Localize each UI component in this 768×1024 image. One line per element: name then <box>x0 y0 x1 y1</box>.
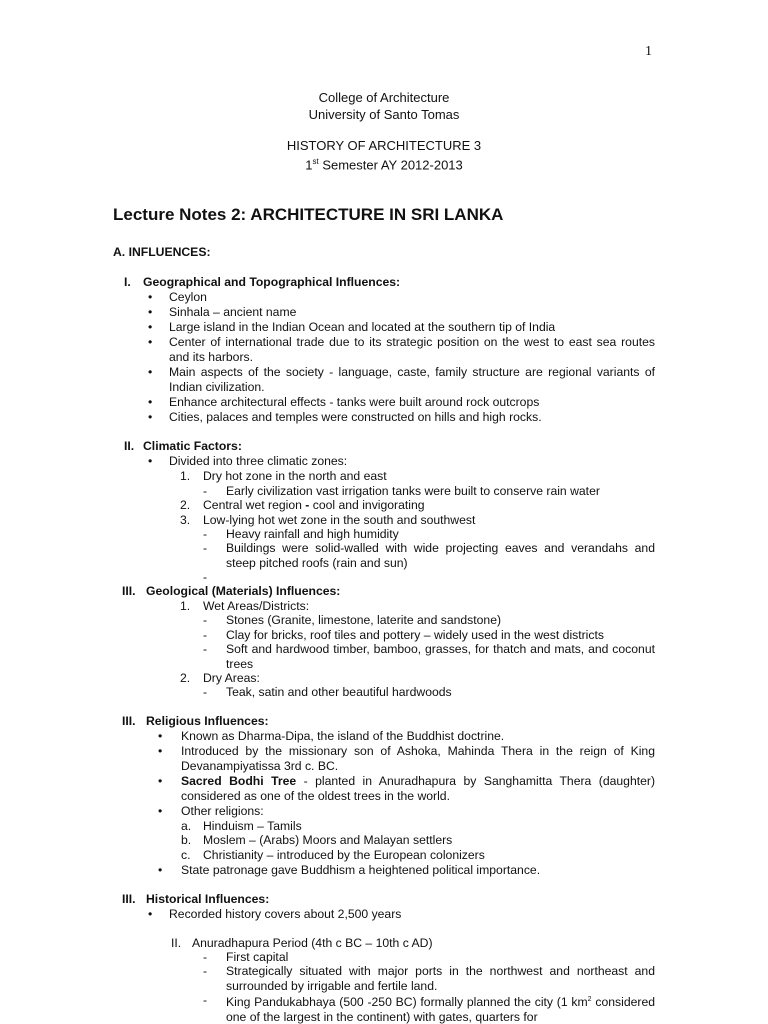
bullet-icon: • <box>148 320 153 334</box>
list-item-text: Enhance architectural effects - tanks were built around rock outcrops <box>169 395 540 409</box>
bullet-icon: • <box>148 365 153 379</box>
climate-heading-number: II. <box>124 439 135 453</box>
dash-marker: - <box>203 964 208 978</box>
dash-marker: - <box>203 685 208 699</box>
list-item-text: Sinhala – ancient name <box>169 305 297 319</box>
bullet-icon: • <box>148 305 153 319</box>
bullet-icon: • <box>148 907 153 921</box>
item-letter: b. <box>181 833 192 847</box>
list-item-text: Clay for bricks, roof tiles and pottery – widely used in the west districts <box>226 628 604 642</box>
page-number: 1 <box>645 44 652 59</box>
dash-marker: - <box>203 541 208 555</box>
geol-heading-title: Geological (Materials) Influences: <box>146 584 341 598</box>
geo-heading-number: I. <box>124 275 131 289</box>
religious-heading-title: Religious Influences: <box>146 714 269 728</box>
semester-text: Semester AY 2012-2013 <box>318 157 463 173</box>
list-item-text: Heavy rainfall and high humidity <box>226 527 399 541</box>
pandukabhaya-text-cont: considered one of the largest in the continent) with gates, quarters for <box>226 995 655 1024</box>
dash-marker: - <box>203 484 208 498</box>
historical-heading-title: Historical Influences: <box>146 892 270 906</box>
period-number: II. <box>171 936 182 950</box>
list-item-text: Large island in the Indian Ocean and located at the southern tip of India <box>169 320 556 334</box>
list-item-text <box>181 774 655 803</box>
bullet-icon: • <box>158 774 163 788</box>
list-item-text <box>203 498 425 513</box>
bullet-icon: • <box>158 729 163 743</box>
superscript: 2 <box>587 996 592 1003</box>
list-item-text: Recorded history covers about 2,500 years <box>169 907 402 921</box>
semester-number: 1 <box>305 157 313 173</box>
bullet-icon: • <box>148 395 153 409</box>
bodhi-tree-text: - planted in Anuradhapura by Sanghamitta Thera (daughter) considered as one of the oldest trees in the world. <box>181 774 656 803</box>
bullet-icon: • <box>148 454 153 468</box>
semester-ordinal: st <box>312 157 319 166</box>
dash-marker: - <box>203 993 208 1007</box>
dash-marker: - <box>203 628 208 642</box>
list-item-text: Soft and hardwood timber, bamboo, grasses, for thatch and mats, and coconut trees <box>226 642 655 671</box>
zone-desc: cool and invigorating <box>309 498 425 512</box>
dash-marker: - <box>203 613 208 627</box>
section-a-heading: A. INFLUENCES: <box>113 245 211 259</box>
list-item-text: Divided into three climatic zones: <box>169 454 348 468</box>
list-item-text: Christianity – introduced by the European colonizers <box>203 848 485 862</box>
pandukabhaya-text: King Pandukabhaya (500 -250 BC) formally planned the city (1 km <box>226 995 588 1010</box>
lecture-title: Lecture Notes 2: ARCHITECTURE IN SRI LANKA <box>113 205 504 224</box>
list-item-text: Wet Areas/Districts: <box>203 599 310 613</box>
list-item-text <box>226 993 655 1024</box>
list-item-text: Low-lying hot wet zone in the south and southwest <box>203 513 476 527</box>
item-number: 1. <box>180 469 191 483</box>
list-item-text: Main aspects of the society - language, caste, family structure are regional variants of Indian civilization. <box>169 365 655 394</box>
list-item-text: Dry hot zone in the north and east <box>203 469 387 483</box>
list-item-text: Dry Areas: <box>203 671 260 685</box>
university-name: University of Santo Tomas <box>308 107 460 122</box>
climate-heading-title: Climatic Factors: <box>143 439 242 453</box>
list-item-text: Hinduism – Tamils <box>203 819 302 833</box>
bullet-icon: • <box>158 804 163 818</box>
item-number: 2. <box>180 671 191 685</box>
list-item-text: Stones (Granite, limestone, laterite and sandstone) <box>226 613 502 627</box>
item-number: 2. <box>180 498 191 512</box>
dash-marker: - <box>203 642 208 656</box>
bullet-icon: • <box>158 863 163 877</box>
bullet-icon: • <box>158 744 163 758</box>
list-item-text: Strategically situated with major ports in the northwest and northeast and surrounded by irrigable and fertile land. <box>226 964 655 993</box>
list-item-text: Cities, palaces and temples were constructed on hills and high rocks. <box>169 410 542 424</box>
dash-marker: - <box>203 570 208 584</box>
list-item-text: Center of international trade due to its strategic position on the west to east sea routes and its harbors. <box>169 335 655 364</box>
dash-marker: - <box>203 950 208 964</box>
item-number: 3. <box>180 513 191 527</box>
religious-heading-number: III. <box>122 714 136 728</box>
list-item-text: Known as Dharma-Dipa, the island of the Buddhist doctrine. <box>181 729 505 743</box>
list-item-text: Teak, satin and other beautiful hardwoods <box>226 685 452 699</box>
bodhi-tree-label: Sacred Bodhi Tree <box>181 774 297 788</box>
list-item-text: Buildings were solid-walled with wide projecting eaves and verandahs and steep pitched roofs (rain and sun) <box>226 541 655 570</box>
historical-heading-number: III. <box>122 892 136 906</box>
dash-separator: - <box>305 498 310 512</box>
item-number: 1. <box>180 599 191 613</box>
list-item-text: Moslem – (Arabs) Moors and Malayan settlers <box>203 833 453 847</box>
bullet-icon: • <box>148 290 153 304</box>
list-item-text: First capital <box>226 950 289 964</box>
course-title: HISTORY OF ARCHITECTURE 3 <box>286 138 482 153</box>
semester-line <box>0 154 768 173</box>
period-title: Anuradhapura Period (4th c BC – 10th c AD) <box>192 936 433 950</box>
bullet-icon: • <box>148 410 153 424</box>
geo-heading-title: Geographical and Topographical Influences: <box>143 275 401 289</box>
item-letter: a. <box>181 819 192 833</box>
list-item-text: Introduced by the missionary son of Ashoka, Mahinda Thera in the reign of King Devanampiyatissa 3rd c. BC. <box>181 744 655 773</box>
list-item-text: Early civilization vast irrigation tanks were built to conserve rain water <box>226 484 600 498</box>
list-item-text: Other religions: <box>181 804 264 818</box>
item-letter: c. <box>181 848 191 862</box>
list-item-text: State patronage gave Buddhism a heightened political importance. <box>181 863 541 877</box>
college-name: College of Architecture <box>318 90 450 105</box>
list-item-text: Ceylon <box>169 290 207 304</box>
dash-marker: - <box>203 527 208 541</box>
zone-name: Central wet region <box>203 498 302 512</box>
geol-heading-number: III. <box>122 584 136 598</box>
bullet-icon: • <box>148 335 153 349</box>
